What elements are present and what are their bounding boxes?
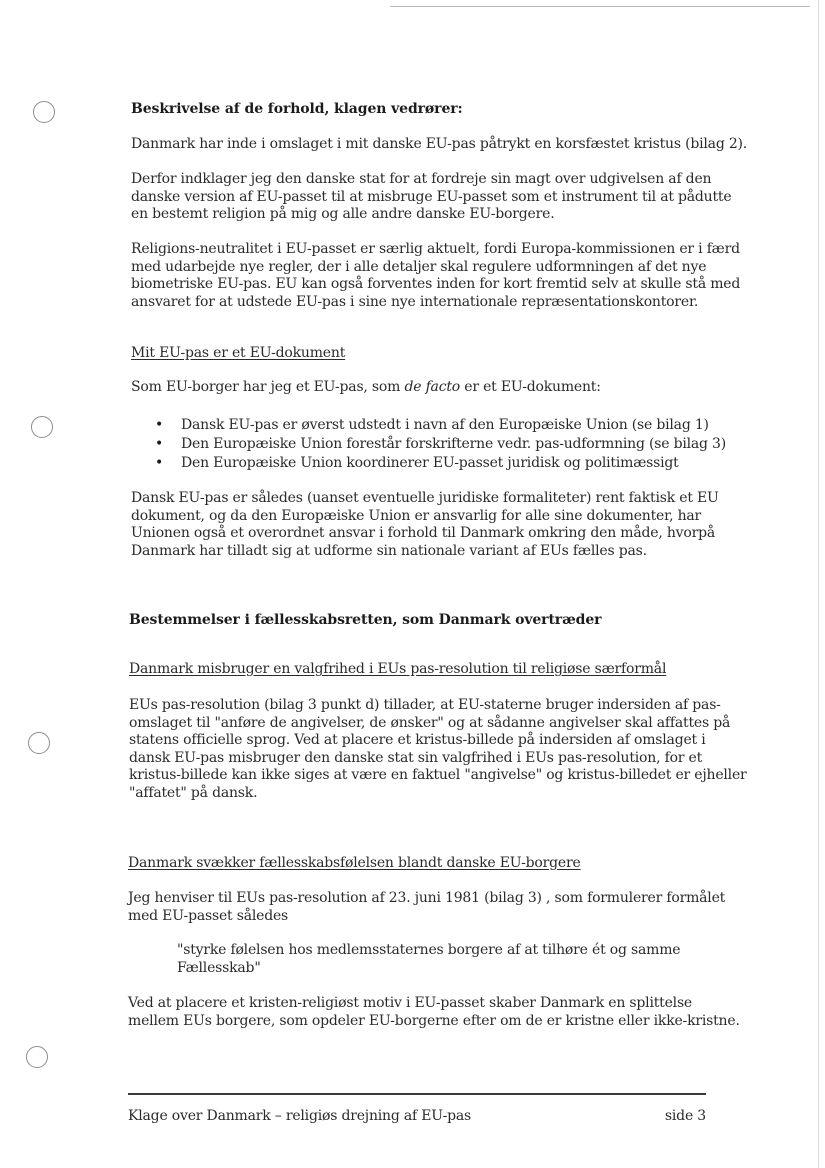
paragraph-pass-resolution: EUs pas-resolution (bilag 3 punkt d) tillader, at EU-staterne bruger indersiden af pas- omslaget til "anføre de angivelser, de ønsker" og at sådanne angivelser skal affattes på statens officielle sprog. Ved at placere et kristus-billede på indersiden af omslaget i dansk EU-pas misbruger den danske stat sin valgfrihed i EUs pas-resolution, for et kristus-billede kan ikke siges at være en faktuel "angivelse" og kristus-billedet er ejheller "affatet" på dansk.	[129, 697, 747, 801]
quote-resolution-purpose: "styrke følelsen hos medlemsstaternes borgere af at tilhøre ét og samme Fællesskab"	[177, 942, 681, 976]
footer-title: Klage over Danmark – religiøs drejning af EU-pas	[128, 1108, 472, 1124]
page-number: side 3	[664, 1108, 706, 1124]
right-edge-rule	[818, 0, 819, 1168]
list-item: • Den Europæiske Union forestår forskrifterne vedr. pas-udformning (se bilag 3)	[155, 435, 726, 454]
paragraph-religion-neutrality: Religions-neutralitet i EU-passet er særlig aktuelt, fordi Europa-kommissionen er i færd med udarbejde nye regler, der i alle detaljer skal regulere udformningen af det nye biometriske EU-pas. EU kan også forventes inden for kort fremtid selv at skulle stå med ansvaret for at udstede EU-pas i sine nye internationale repræsentationskontorer.	[131, 241, 741, 310]
paragraph-passport-image: Danmark har inde i omslaget i mit danske EU-pas påtrykt en korsfæstet kristus (bilag 2).	[131, 136, 748, 152]
paragraph-resolution-reference: Jeg henviser til EUs pas-resolution af 23. juni 1981 (bilag 3) , som formulerer formålet med EU-passet således	[128, 890, 726, 924]
subheading-misuse-freedom: Danmark misbruger en valgfrihed i EUs pas-resolution til religiøse særformål	[129, 661, 667, 677]
list-item: • Den Europæiske Union koordinerer EU-passet juridisk og politimæssigt	[155, 454, 726, 473]
footer-divider	[128, 1093, 706, 1095]
paragraph-complaint: Derfor indklager jeg den danske stat for at fordreje sin magt over udgivelsen af den danske version af EU-passet til at misbruge EU-passet som et instrument til at pådutte en bestemt religion på mig og alle andre danske EU-borgere.	[131, 171, 732, 222]
punch-hole-icon	[26, 1046, 48, 1068]
paragraph-eu-citizen-intro	[131, 379, 601, 397]
paragraph-eu-responsibility: Dansk EU-pas er således (uanset eventuelle juridiske formaliteter) rent faktisk et EU dokument, og da den Europæiske Union er ansvarlig for alle sine dokumenter, har Unionen også et overordnet ansvar i forhold til Danmark omkring den måde, hvorpå Danmark har tilladt sig at udforme sin nationale variant af EUs fælles pas.	[131, 490, 719, 559]
intro-text-before: Som EU-borger har jeg et EU-pas, som	[131, 379, 405, 395]
list-item: • Dansk EU-pas er øverst udstedt i navn af den Europæiske Union (se bilag 1)	[155, 416, 726, 435]
top-edge-rule	[390, 6, 810, 7]
subheading-eu-document: Mit EU-pas er et EU-dokument	[131, 345, 346, 361]
section-heading-community-law: Bestemmelser i fællesskabsretten, som Danmark overtræder	[129, 612, 602, 628]
intro-text-italic: de facto	[404, 379, 460, 395]
punch-hole-icon	[28, 732, 50, 754]
eu-document-bullet-list	[155, 416, 726, 473]
paragraph-division: Ved at placere et kristen-religiøst motiv i EU-passet skaber Danmark en splittelse mellem EUs borgere, som opdeler EU-borgerne efter om de er kristne eller ikke-kristne.	[128, 995, 740, 1029]
section-heading-description: Beskrivelse af de forhold, klagen vedrører:	[131, 101, 463, 117]
punch-hole-icon	[31, 416, 53, 438]
subheading-weakens-community: Danmark svækker fællesskabsfølelsen blandt danske EU-borgere	[128, 855, 581, 871]
punch-hole-icon	[33, 101, 55, 123]
intro-text-after: er et EU-dokument:	[460, 379, 601, 395]
